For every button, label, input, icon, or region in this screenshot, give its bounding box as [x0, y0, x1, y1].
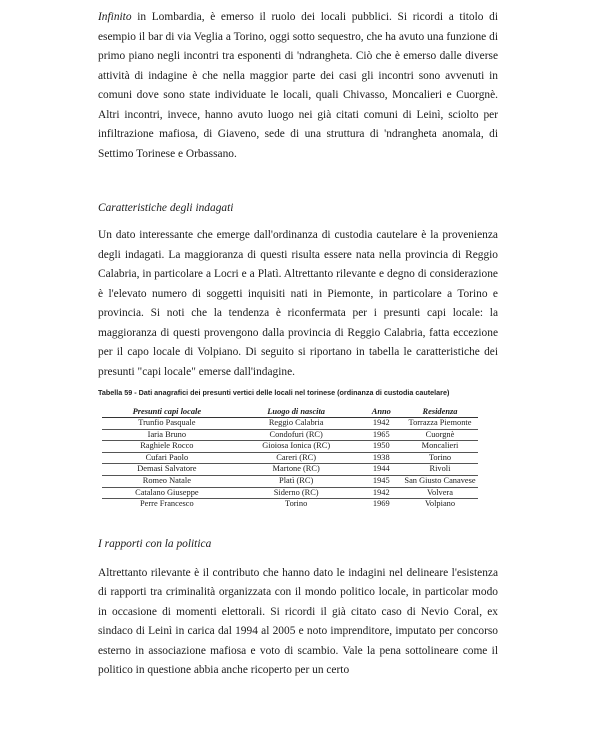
cell-year: 1938: [361, 452, 402, 464]
table-row: [102, 476, 478, 488]
cell-residence: Torino: [402, 452, 478, 464]
cell-birthplace: Reggio Calabria: [232, 418, 361, 430]
cell-year: 1969: [372, 499, 390, 509]
cell-name: Perre Francesco: [140, 499, 194, 509]
cell-birthplace: Platì (RC): [232, 476, 361, 488]
cell-birthplace: Siderno (RC): [232, 487, 361, 499]
table-row: [102, 464, 478, 476]
cell-name: Trunfio Pasquale: [102, 418, 232, 430]
cell-name: Catalano Giuseppe: [102, 487, 232, 499]
table-row: [102, 418, 478, 430]
cell-name: Raghiele Rocco: [102, 441, 232, 453]
cell-name: Romeo Natale: [102, 476, 232, 488]
paragraph-intro: [98, 8, 498, 164]
cell-year: 1944: [361, 464, 402, 476]
cell-year: 1942: [361, 487, 402, 499]
cell-residence: Moncalieri: [402, 441, 478, 453]
cell-birthplace: Gioiosa Ionica (RC): [232, 441, 361, 453]
header-residenza: Residenza: [402, 407, 478, 418]
table-row: [102, 441, 478, 453]
table-row: [102, 452, 478, 464]
cell-birthplace: Martone (RC): [232, 464, 361, 476]
header-luogo-nascita: Luogo di nascita: [232, 407, 361, 418]
table-row: [102, 487, 478, 499]
cell-year: 1945: [361, 476, 402, 488]
cell-name: Demasi Salvatore: [102, 464, 232, 476]
cell-residence: Volpiano: [424, 499, 456, 509]
cell-year: 1942: [361, 418, 402, 430]
header-anno: Anno: [361, 407, 402, 418]
cell-residence: Volvera: [402, 487, 478, 499]
table-row: [102, 429, 478, 441]
suspects-table: [102, 407, 478, 510]
table-caption: Tabella 59 - Dati anagrafici dei presunti vertici delle locali nel torinese (ordinanza di custodia cautelare): [98, 388, 450, 397]
section-title-characteristics: Caratteristiche degli indagati: [98, 202, 234, 214]
paragraph-politics: Altrettanto rilevante è il contributo che hanno dato le indagini nel delineare l'esistenza di rapporti tra criminalità organizzata con il mondo politico locale, in particolar modo in occasione di momenti elettorali. Si ricordi il già citato caso di Nevio Coral, ex sindaco di Leinì in carica dal 1994 al 2005 e noto imprenditore, imputato per concorso esterno in associazione mafiosa e voto di scambio. Vale la pena sottolineare come il politico in questione abbia anche ricoperto per un certo: [98, 566, 498, 677]
cell-birthplace: Careri (RC): [232, 452, 361, 464]
table-header-row: [102, 407, 478, 418]
cell-residence: San Giusto Canavese: [402, 476, 478, 488]
cell-year: 1950: [361, 441, 402, 453]
section-title-politics: I rapporti con la politica: [98, 537, 212, 550]
paragraph-italic-lead: Infinito: [98, 11, 132, 23]
cell-birthplace: Condofuri (RC): [232, 429, 361, 441]
cell-name: Iaria Bruno: [102, 429, 232, 441]
header-capi-locale: Presunti capi locale: [102, 407, 232, 418]
cell-year: 1965: [361, 429, 402, 441]
document-page: [98, 8, 498, 681]
table-row: [102, 499, 478, 510]
cell-residence: Cuorgnè: [402, 429, 478, 441]
paragraph-characteristics: Un dato interessante che emerge dall'ordinanza di custodia cautelare è la provenienza degli indagati. La maggioranza di questi risulta essere nata nella provincia di Reggio Calabria, in particolare a Locri e a Platì. Altrettanto rilevante e degno di considerazione è l'elevato numero di soggetti inquisiti nati in Piemonte, in particolare a Torino e provincia. Si noti che la tendenza è riconfermata per i presunti capi locale: la maggioranza di questi provengono dalla provincia di Reggio Calabria, fatta eccezione per il capo locale di Volpiano. Di seguito si riportano in tabella le caratteristiche dei presunti "capi locale" emerse dall'indagine.: [98, 229, 498, 378]
cell-name: Cufari Paolo: [102, 452, 232, 464]
cell-residence: Torrazza Piemonte: [402, 418, 478, 430]
cell-residence: Rivoli: [402, 464, 478, 476]
cell-birthplace: Torino: [285, 499, 308, 509]
paragraph-intro-text: in Lombardia, è emerso il ruolo dei locali pubblici. Si ricordi a titolo di esempio il bar di via Veglia a Torino, oggi sotto sequestro, che ha avuto una funzione di primo piano negli incontri tra esponenti di 'ndrangheta. Ciò che è emerso dalle diverse attività di indagine è che nella maggior parte dei casi gli incontri sono avvenuti in comuni dove sono state individuate le locali, quali Chivasso, Moncalieri e Cuorgnè. Altri incontri, invece, hanno avuto luogo nei già citati comuni di Leinì, sciolto per infiltrazione mafiosa, di Giaveno, sede di una struttura di 'ndrangheta anomala, di Settimo Torinese e Orbassano.: [98, 11, 498, 160]
